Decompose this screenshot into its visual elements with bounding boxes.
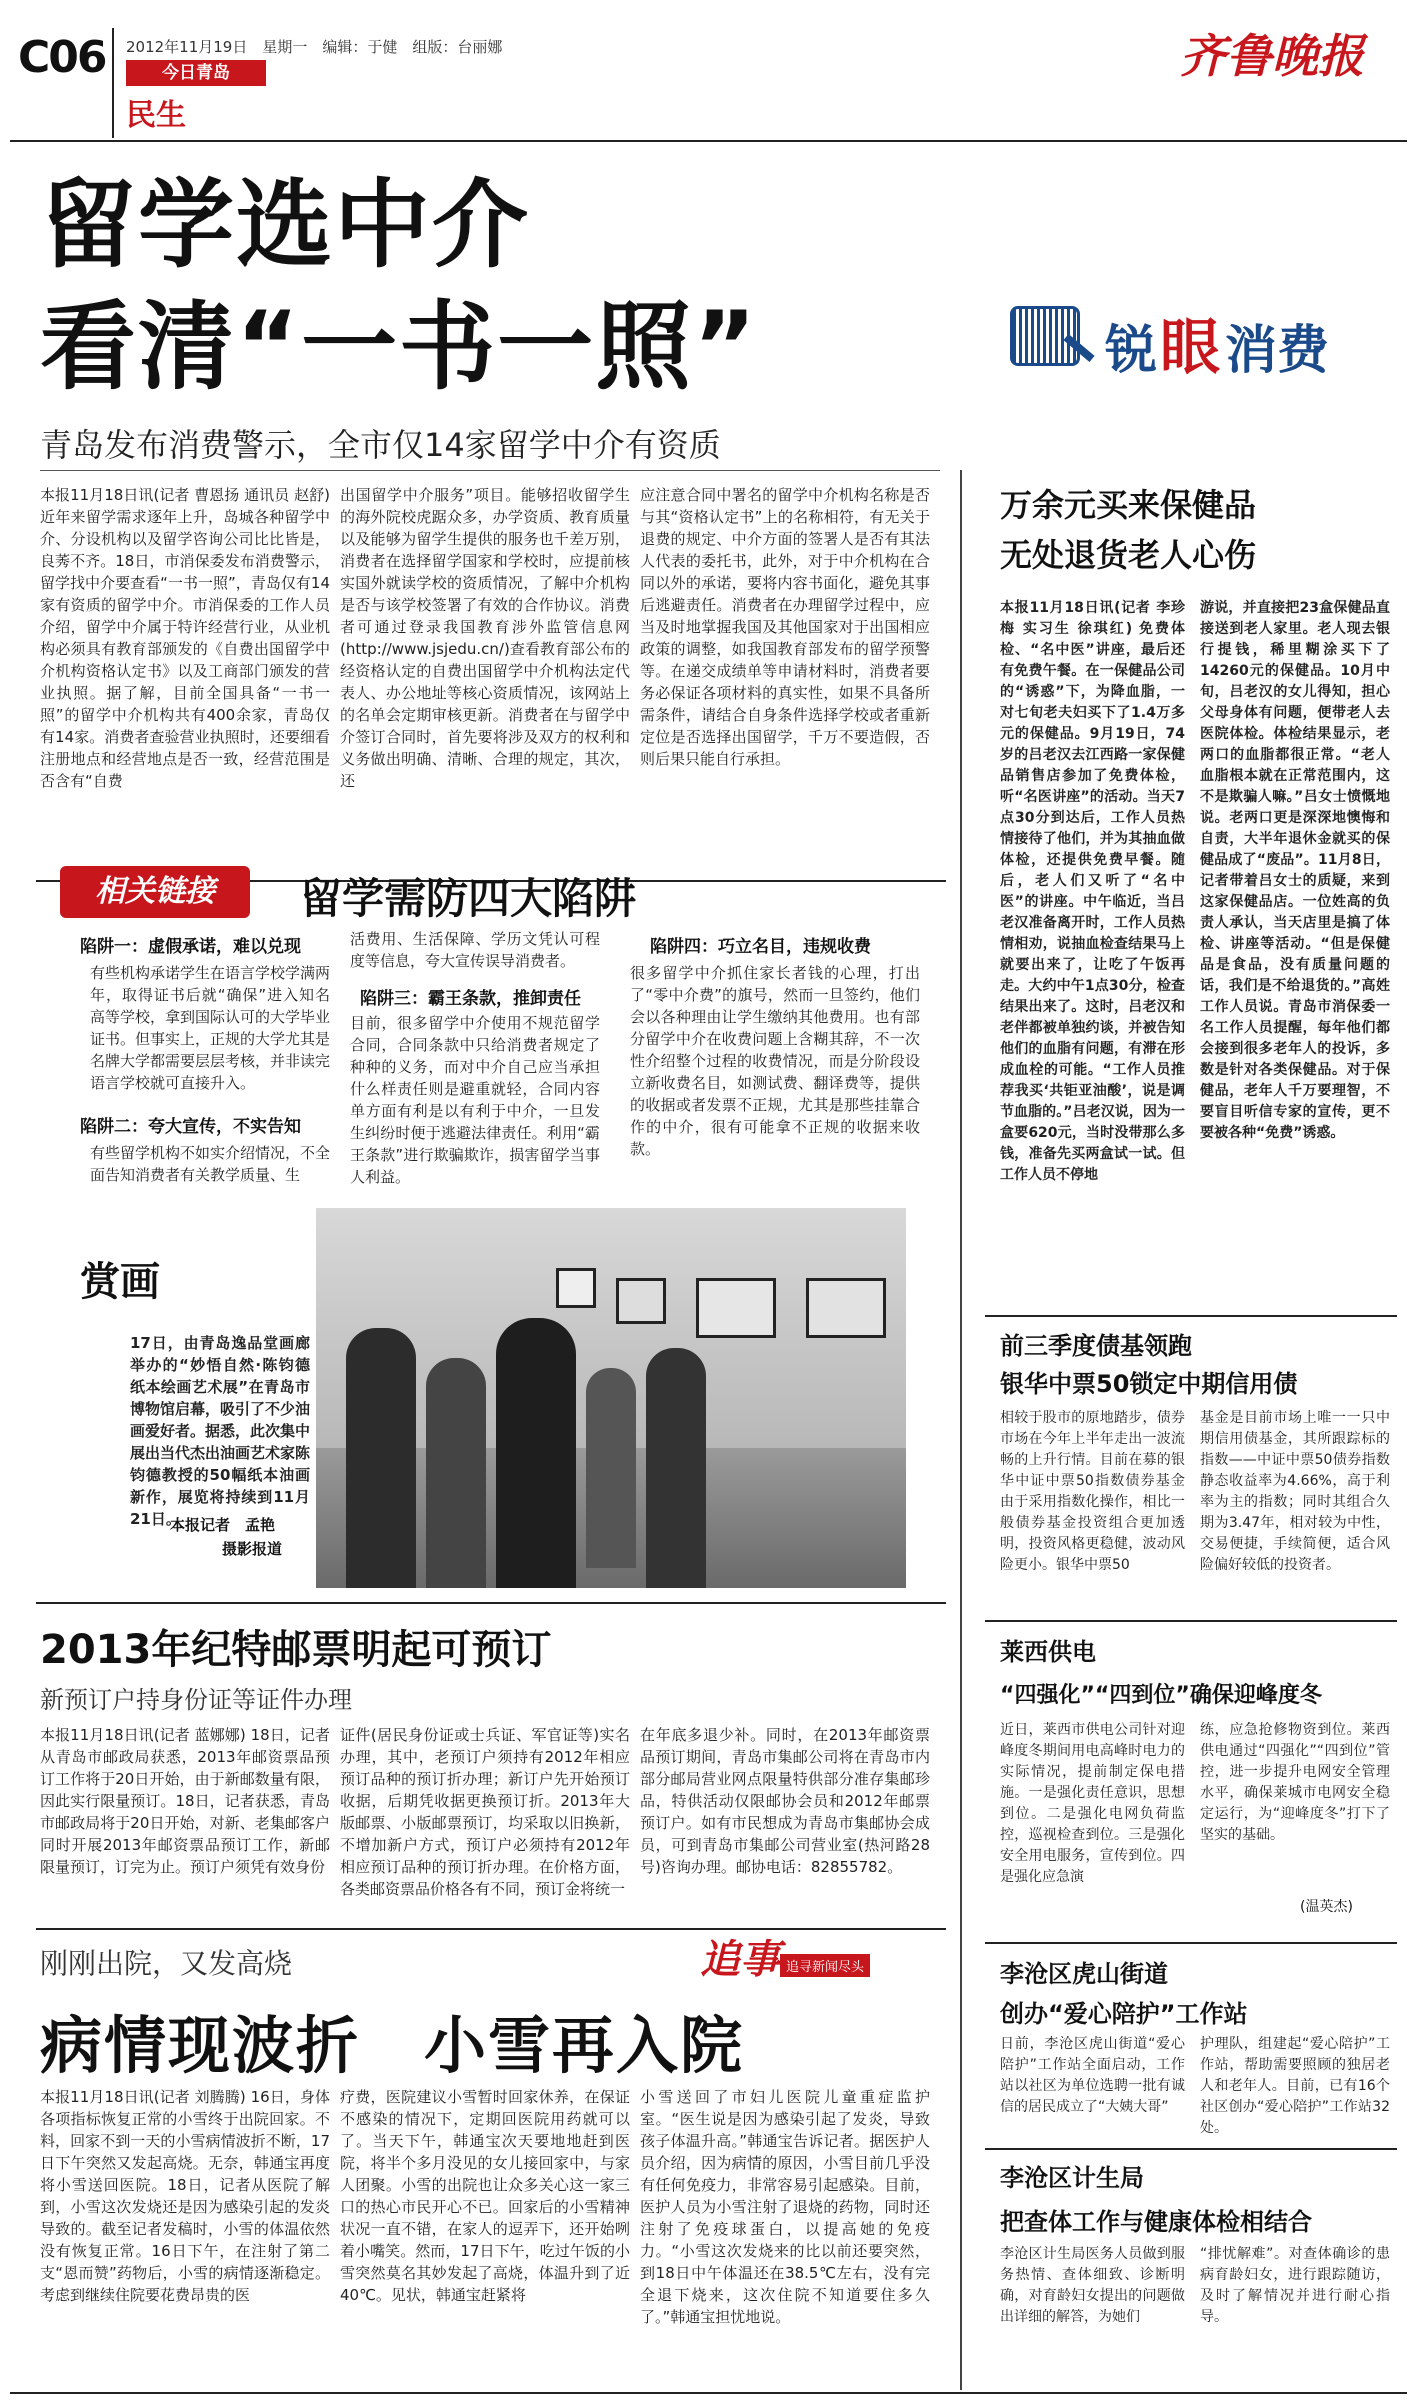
fund-rule	[985, 1315, 1397, 1317]
snow-col-3: 小雪送回了市妇儿医院儿童重症监护室。“医生说是因为感染引起了发炎，导致孩子体温升高。”韩通宝告诉记者。据医护人员介绍，因为病情的原因，小雪目前几乎没有任何免疫力，非常容易引起感染。目前，医护人员为小雪注射了退烧的药物，同时还注射了免疫球蛋白，以提高她的免疫力。“小雪这次发烧来的比以前还要突然，到18日中午体温还在38.5℃左右，没有完全退下烧来，这次住院不知道要住多久了。”韩通宝担忧地说。	[640, 2088, 930, 2326]
art-title: 赏画	[80, 1259, 160, 1305]
bureau-headline-2: 把查体工作与健康体检相结合	[1000, 2208, 1312, 2236]
street-col-1: 日前，李沧区虎山街道“爱心陪护”工作站全面启动，工作站以社区为单位选聘一批有诚信的居民成立了“大姨大哥”	[1000, 2036, 1185, 2115]
street-col-2: 护理队，组建起“爱心陪护”工作站，帮助需要照顾的独居老人和老年人。目前，已有16个社区创办“爱心陪护”工作站32处。	[1200, 2036, 1390, 2136]
fund-col-1: 相较于股市的原地踏步，债券市场在今年上半年走出一波流畅的上升行情。目前在募的银华中证中票50指数债券基金由于采用指数化操作，相比一般债券基金投资组合更加透明，投资风格更稳健，波动风险更小。银华中票50	[1000, 1410, 1185, 1573]
trap3-pre: 活费用、生活保障、学历文凭认可程度等信息，夸大宣传误导消费者。	[350, 930, 600, 970]
street-headline-1: 李沧区虎山街道	[1000, 1960, 1168, 1988]
column-divider	[960, 470, 962, 2390]
stamps-subheadline: 新预订户持身份证等证件办理	[40, 1686, 352, 1714]
main-headline-line2: 看清“一书一照”	[40, 291, 759, 403]
power-headline-1: 莱西供电	[1000, 1638, 1096, 1666]
traps-title: 留学需防四大陷阱	[300, 874, 637, 923]
snow-badge-big: 追事	[700, 1937, 780, 1983]
main-sub-rule	[40, 470, 940, 471]
bureau-col-2: “排忧解难”。对查体确诊的患病育龄妇女，进行跟踪随访，及时了解情况并进行耐心指导。	[1200, 2246, 1390, 2325]
date-line: 2012年11月19日 星期一 编辑：于健 组版：台丽娜	[126, 38, 503, 56]
visitor	[496, 1318, 576, 1588]
logo-text-a: 锐	[1105, 321, 1158, 381]
power-col-2: 练，应急抢修物资到位。莱西供电通过“四强化”“四到位”管控，进一步提升电网安全管理水平，确保莱城市电网安全稳定运行，为“迎峰度冬”打下了坚实的基础。	[1200, 1722, 1390, 1843]
trap3-body: 目前，很多留学中介使用不规范留学合同，合同条款中只给消费者规定了种种的义务，而对中介自己应当承担什么样责任则是避重就轻，合同内容单方面有利是以有利于中介，一旦发生纠纷时便于逃避法律责任。利用“霸王条款”进行欺骗欺诈，损害留学当事人利益。	[350, 1014, 600, 1186]
snow-badge	[700, 1928, 890, 1988]
main-col-1: 本报11月18日讯(记者 曹恩扬 通讯员 赵舒) 近年来留学需求逐年上升，岛城各种留学中介、分设机构以及留学咨询公司比比皆是，良莠不齐。18日，市消保委发布消费警示，留学找中介要查看“一书一照”，青岛仅有14家有资质的留学中介。市消保委的工作人员介绍，留学中介属于特许经营行业，从业机构必须具有教育部颁发的《自费出国留学中介机构资格认定书》以及工商部门颁发的营业执照。据了解，目前全国具备“一书一照”的留学中介机构共有400余家，青岛仅有14家。消费者查验营业执照时，还要细看注册地点和经营地点是否一致，经营范围是否含有“自费	[40, 486, 330, 790]
health-headline-1: 万余元买来保健品	[1000, 486, 1257, 524]
masthead-rule	[10, 140, 1407, 142]
power-credit: (温英杰)	[1300, 1899, 1353, 1915]
visitor	[426, 1358, 486, 1588]
stamps-col-3: 在年底多退少补。同时，在2013年邮资票品预订期间，青岛市集邮公司将在青岛市内部分邮局营业网点限量特供部分准存集邮珍品，特供活动仅限邮协会员和2012年邮票预订户。如有市民想成为青岛市集邮协会成员，可到青岛市集邮公司营业室(热河路28号)咨询办理。邮协电话：82855782。	[640, 1726, 930, 1876]
sharp-eye-logo	[1010, 300, 1390, 383]
street-headline-2: 创办“爱心陪护”工作站	[1000, 2000, 1248, 2028]
visitor	[346, 1328, 416, 1588]
fund-col-2: 基金是目前市场上唯一一只中期信用债基金，其所跟踪标的指数——中证中票50债券指数静态收益率为4.66%，高于利率为主的指数；同时其组合久期为3.47年，相对较为中性，交易便捷，手续简便，适合风险偏好较低的投资者。	[1200, 1410, 1390, 1573]
painting	[556, 1268, 596, 1308]
trap4-title: 陷阱四：巧立名目，违规收费	[650, 937, 871, 957]
snow-badge-small: 追寻新闻尽头	[780, 1954, 870, 1977]
trap4-body: 很多留学中介抓住家长者钱的心理，打出了“零中介费”的旗号，然而一旦签约，他们会以各种理由让学生缴纳其他费用。也有部分留学中介在收费问题上含糊其辞，不一次性介绍整个过程的收费情况，而是分阶段设立新收费名目，如测试费、翻译费等，提供的收据或者发票不正规，尤其是那些挂靠合作的中介，很有可能拿不正规的收据来收款。	[630, 964, 920, 1158]
street-rule	[985, 1942, 1397, 1944]
visitor	[586, 1368, 636, 1568]
fund-headline-1: 前三季度债基领跑	[1000, 1332, 1192, 1360]
painting	[806, 1278, 886, 1338]
power-headline-2: “四强化”“四到位”确保迎峰度冬	[1000, 1683, 1322, 1708]
section-name: 民生	[126, 98, 186, 133]
health-col-2: 游说，并直接把23盒保健品直接送到老人家里。老人现去银行提钱，稀里糊涂买下了14260元的保健品。10月中旬，吕老汉的女儿得知，担心父母身体有问题，便带老人去医院体检。体检结果显示，老两口的血脂都很正常。“老人血脂根本就在正常范围内，这不是欺骗人嘛。”吕女士愤慨地说。老两口更是深深地懊悔和自责，大半年退休金就买的保健品成了“废品”。11月8日，记者带着吕女士的质疑，来到这家保健品店。一位姓高的负责人承认，当天店里是搞了体检、讲座等活动。“但是保健品是食品，没有质量问题的话，我们是不给退货的。”高姓工作人员说。青岛市消保委一名工作人员提醒，每年他们都会接到很多老年人的投诉，多数是针对各类保健品。对于保健品，老年人千万要理智，不要盲目听信专家的宣传，更不要被各种“免费”诱惑。	[1200, 600, 1390, 1141]
art-caption: 17日，由青岛逸品堂画廊举办的“妙悟自然·陈钧德纸本绘画艺术展”在青岛市博物馆启幕，吸引了不少油画爱好者。据悉，此次集中展出当代杰出油画艺术家陈钧德教授的50幅纸本油画新作，展览将持续到11月21日。	[130, 1334, 311, 1528]
bureau-headline-1: 李沧区计生局	[1000, 2164, 1144, 2192]
trap2-title: 陷阱二：夸大宣传，不实告知	[80, 1117, 301, 1137]
snow-kicker: 刚刚出院，又发高烧	[40, 1947, 293, 1980]
snow-headline: 病情现波折 小雪再入院	[40, 2009, 745, 2082]
stamps-headline: 2013年纪特邮票明起可预订	[40, 1627, 552, 1673]
main-col-2: 出国留学中介服务”项目。能够招收留学生的海外院校虎踞众多，办学资质、教育质量以及能够为留学生提供的服务也千差万别，消费者在选择留学国家和学校时，应提前核实国外就读学校的资质情况，了解中介机构是否与该学校签署了有效的合作协议。消费者可通过登录我国教育涉外监管信息网(http://www.jsjedu.cn/)查看教育部公布的经资格认定的自费出国留学中介机构法定代表人、办公地址等核心资质情况，该网站上的名单会定期审核更新。消费者在与留学中介签订合同时，首先要将涉及双方的权利和义务做出明确、清晰、合理的规定，其次，还	[340, 486, 630, 790]
fund-headline-2: 银华中票50锁定中期信用债	[1000, 1370, 1298, 1398]
painting	[616, 1278, 666, 1324]
bureau-rule	[985, 2148, 1397, 2150]
stamps-col-1: 本报11月18日讯(记者 蓝娜娜) 18日，记者从青岛市邮政局获悉，2013年邮资票品预订工作将于20日开始，由于新邮数量有限，因此实行限量预订。18日，记者获悉，青岛市邮政局将于20日开始，对新、老集邮客户同时开展2013年邮资票品预订工作，新邮限量预订，订完为止。预订户须凭有效身份	[40, 1726, 330, 1876]
health-headline-2: 无处退货老人心伤	[1000, 536, 1257, 574]
trap3-title: 陷阱三：霸王条款，推卸责任	[360, 989, 581, 1009]
page-bottom-rule	[10, 2392, 1407, 2394]
trap1-title: 陷阱一：虚假承诺，难以兑现	[80, 937, 301, 957]
page-number: C06	[18, 32, 106, 83]
trap1-body: 有些机构承诺学生在语言学校学满两年，取得证书后就“确保”进入知名高等学校，拿到国际认可的大学毕业证书。但事实上，正规的大学尤其是名牌大学都需要层层考核，并非读完语言学校就可直接升入。	[90, 964, 331, 1092]
trap2-body: 有些留学机构不如实介绍情况，不全面告知消费者有关教学质量、生	[90, 1144, 331, 1184]
bureau-col-1: 李沧区计生局医务人员做到服务热情、查体细致、诊断明确，对育龄妇女提出的问题做出详细的解答，为她们	[1000, 2246, 1185, 2325]
art-credit-2: 摄影报道	[222, 1540, 283, 1558]
main-col-3: 应注意合同中署名的留学中介机构名称是否与其“资格认定书”上的名称相符，有无关于退费的规定、中介方面的签署人是否有其法人代表的委托书，此外，对于中介机构在合同以外的承诺，要将内容书面化，避免其事后逃避责任。消费者在办理留学过程中，应当及时地掌握我国及其他国家对于出国相应政策的调整，如我国教育部发布的留学预警等。在递交成绩单等申请材料时，消费者要务必保证各项材料的真实性，如果不具备所需条件，请结合自身条件选择学校或者重新定位是否选择出国留学，千万不要造假，否则后果只能自行承担。	[640, 486, 930, 768]
main-headline-line1: 留学选中介	[40, 169, 530, 281]
logo-text-b: 眼	[1160, 313, 1220, 383]
power-rule	[985, 1620, 1397, 1622]
painting	[696, 1278, 776, 1338]
art-credit-1: 本报记者 孟艳	[170, 1516, 276, 1534]
section-tag: 今日青岛	[126, 60, 266, 86]
snow-col-2: 疗费，医院建议小雪暂时回家休养，在保证不感染的情况下，定期回医院用药就可以了。当天下午，韩通宝次天要地地赶到医院，将半个多月没见的女儿接回家中，与家人团聚。小雪的出院也让众多关心这一家三口的热心市民开心不已。回家后的小雪精神状况一直不错，在家人的逗弄下，还开始咧着小嘴笑。然而，17日下午，吃过午饭的小雪突然莫名其妙发起了高烧，体温升到了近40℃。见状，韩通宝赶紧将	[340, 2088, 630, 2304]
main-subheadline: 青岛发布消费警示，全市仅14家留学中介有资质	[40, 426, 721, 464]
health-col-1: 本报11月18日讯(记者 李珍梅 实习生 徐琪红) 免费体检、“名中医”讲座，最后还有免费午餐。在一保健品公司的“诱惑”下，为降血脂，一对七旬老夫妇买下了1.4万多元的保健品。9月19日，74岁的吕老汉去江西路一家保健品销售店参加了免费体检，听“名医讲座”的活动。当天7点30分到达后，工作人员热情接待了他们，并为其抽血做体检，还提供免费早餐。随后，老人们又听了“名中医”的讲座。中午临近，当吕老汉准备离开时，工作人员热情相劝，说抽血检查结果马上就要出来了，让吃了午饭再走。大约中午1点30分，检查结果出来了。这时，吕老汉和老伴都被单独约谈，并被告知他们的血脂有问题，有滞在形成血栓的可能。“工作人员推荐我买‘共钜亚油酸’，说是调节血脂的。”吕老汉说，因为一盒要620元，当时没带那么多钱，准备先买两盒试一试。但工作人员不停地	[1000, 600, 1185, 1183]
masthead-divider	[112, 28, 114, 138]
stamps-col-2: 证件(居民身份证或士兵证、军官证等)实名办理，其中，老预订户须持有2012年相应预订品种的预订折办理；新订户先开始预订收据，后期凭收据更换预订折。2013年大版邮票、小版邮票预订，均采取以旧换新，不增加新户方式，预订户必须持有2012年相应预订品种的预订折办理。在价格方面，各类邮资票品价格各有不同，预订金将统一	[340, 1726, 630, 1898]
snow-col-1: 本报11月18日讯(记者 刘腾腾) 16日，身体各项指标恢复正常的小雪终于出院回家。不料，回家不到一天的小雪病情波折不断，17日下午突然又发起高烧。无奈，韩通宝再度将小雪送回医院。18日，记者从医院了解到，小雪这次发烧还是因为感染引起的发炎导致的。截至记者发稿时，小雪的体温依然没有恢复正常。16日下午，在注射了第二支“恩而赞”药物后，小雪的病情逐渐稳定。考虑到继续住院要花费昂贵的医	[40, 2088, 330, 2304]
exhibition-photo	[316, 1208, 906, 1588]
paper-name: 齐鲁晚报	[1180, 29, 1364, 83]
power-col-1: 近日，莱西市供电公司针对迎峰度冬期间用电高峰时电力的实际情况，提前制定保电措施。一是强化责任意识，思想到位。二是强化电网负荷监控，巡视检查到位。三是强化安全用电服务，宣传到位。四是强化应急演	[1000, 1722, 1185, 1885]
visitor	[646, 1348, 706, 1588]
logo-text-c: 消费	[1225, 321, 1330, 381]
stamps-top-rule	[36, 1602, 946, 1604]
traps-banner: 相关链接	[60, 866, 250, 918]
